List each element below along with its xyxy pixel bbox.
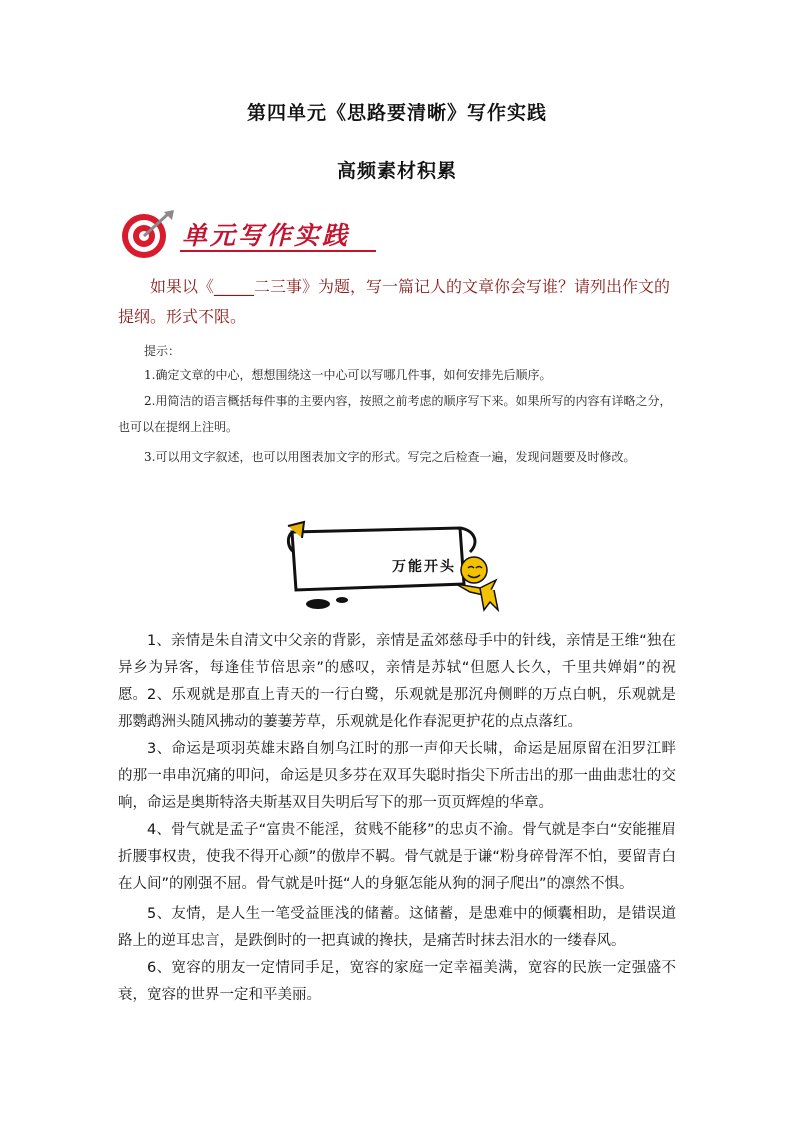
openers-label: 万能开头 xyxy=(392,559,456,575)
writing-prompt: 如果以《_____二三事》为题，写一篇记人的文章你会写谁？请列出作文的提纲。形式不限。 xyxy=(118,277,671,326)
page-title: 第四单元《思路要清晰》写作实践 xyxy=(246,102,547,124)
banner-underline xyxy=(180,250,376,252)
target-icon xyxy=(118,210,178,260)
hint-item: 1.确定文章的中心，想想围绕这一中心可以写哪几件事，如何安排先后顺序。 xyxy=(144,368,552,382)
opener-paragraph: 4、骨气就是孟子“富贵不能淫，贫贱不能移”的忠贞不渝。骨气就是李白“安能摧眉折腰事权贵，使我不得开心颜”的傲岸不羁。骨气就是于谦“粉身碎骨浑不怕，要留青白在人间”的刚强不屈。骨气就是叶挺“人的身躯怎能从狗的洞子爬出”的凛然不惧。 xyxy=(118,822,676,892)
hint-title: 提示： xyxy=(144,344,181,358)
page-subtitle: 高频素材积累 xyxy=(336,160,457,182)
opener-paragraph: 1、亲情是朱自清文中父亲的背影，亲情是孟郊慈母手中的针线，亲情是王维“独在异乡为异客，每逢佳节倍思亲”的感叹，亲情是苏轼“但愿人长久，千里共婵娟”的祝愿。 xyxy=(118,633,676,703)
section-banner xyxy=(118,210,378,260)
opener-paragraph: 2、乐观就是那直上青天的一行白鹭，乐观就是那沉舟侧畔的万点白帆，乐观就是那鹦鹉洲头随风拂动的萋萋芳草，乐观就是化作春泥更护花的点点落红。 xyxy=(118,687,676,730)
hint-item: 3.可以用文字叙述，也可以用图表加文字的形式。写完之后检查一遍，发现问题要及时修改。 xyxy=(144,450,636,464)
opener-paragraph: 3、命运是项羽英雄末路自刎乌江时的那一声仰天长啸，命运是屈原留在汨罗江畔的那一串串沉痛的叩问，命运是贝多芬在双耳失聪时指尖下所击出的那一曲曲悲壮的交响，命运是奥斯特洛夫斯基双目失明后写下的那一页页辉煌的华章。 xyxy=(118,741,676,811)
hint-item: 2.用简洁的语言概括每件事的主要内容，按照之前考虑的顺序写下来。如果所写的内容有详略之分，也可以在提纲上注明。 xyxy=(118,394,672,434)
opener-paragraph: 6、宽容的朋友一定情同手足，宽容的家庭一定幸福美满，宽容的民族一定强盛不衰，宽容的世界一定和平美丽。 xyxy=(118,960,676,1003)
banner-title: 单元写作实践 xyxy=(182,221,351,250)
opener-paragraph: 5、友情，是人生一笔受益匪浅的储蓄。这储蓄，是患难中的倾囊相助，是错误道路上的逆耳忠言，是跌倒时的一把真诚的搀扶，是痛苦时抹去泪水的一缕春风。 xyxy=(118,906,676,949)
